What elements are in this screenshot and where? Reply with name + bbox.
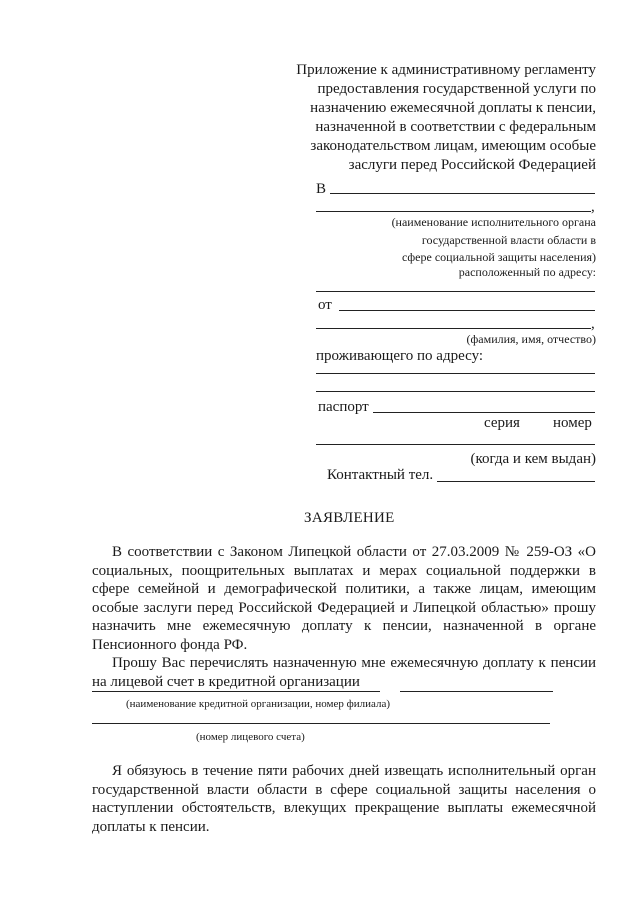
- paragraph-line: В соответствии с Законом Липецкой области от 27.03.2009 № 259-ОЗ «О: [112, 544, 596, 560]
- org-caption-line: сфере социальной защиты населения): [401, 250, 596, 264]
- org-line-comma: ,: [591, 199, 595, 215]
- header-line: предоставления государственной услуги по: [317, 81, 596, 97]
- paragraph-line: доплаты к пенсии.: [92, 818, 210, 835]
- paragraph-1: [92, 543, 596, 655]
- org-name-field-line-2[interactable]: [316, 211, 591, 212]
- residing-at-label: проживающего по адресу:: [316, 348, 484, 364]
- name-caption: (фамилия, имя, отчество): [466, 332, 596, 346]
- bank-branch-field-line[interactable]: [400, 691, 553, 692]
- located-at-label: расположенный по адресу:: [458, 265, 596, 279]
- org-caption-line: (наименование исполнительного органа: [391, 215, 596, 229]
- header-line: Приложение к административному регламенту: [296, 62, 596, 78]
- passport-field-line[interactable]: [373, 412, 595, 413]
- org-name-field-line-1[interactable]: [330, 193, 595, 194]
- paragraph-3: [92, 762, 596, 836]
- paragraph-line: на лицевой счет в кредитной организации: [92, 673, 360, 690]
- paragraph-line: наступлении обстоятельств, влекущих прекращение выплаты ежемесячной: [92, 800, 596, 817]
- paragraph-2: [92, 654, 596, 691]
- passport-issued-field-line[interactable]: [316, 444, 595, 445]
- paragraph-line: социальных, поощрительных выплатах и мерах социальной поддержки в: [92, 562, 596, 579]
- name-line-comma: ,: [591, 316, 595, 332]
- applicant-name-field-line-1[interactable]: [339, 310, 595, 311]
- account-number-field-line[interactable]: [92, 723, 550, 724]
- header-line: законодательством лицам, имеющим особые: [310, 138, 596, 154]
- applicant-name-field-line-2[interactable]: [316, 328, 591, 329]
- header-line: заслуги перед Российской Федерацией: [348, 157, 596, 173]
- header-line: назначению ежемесячной доплаты к пенсии,: [310, 100, 596, 116]
- paragraph-line: особые заслуги перед Российской Федерацией и Липецкой областью» прошу: [92, 599, 596, 616]
- header-block: [266, 61, 596, 175]
- passport-label: паспорт: [318, 399, 369, 415]
- org-caption-line: государственной власти области в: [421, 232, 596, 247]
- phone-label: Контактный тел.: [327, 467, 434, 483]
- header-line: назначенной в соответствии с федеральным: [315, 119, 596, 135]
- account-caption: (номер лицевого счета): [196, 731, 305, 743]
- paragraph-line: Я обязуюсь в течение пяти рабочих дней извещать исполнительный орган: [112, 763, 596, 779]
- residence-address-field-line-1[interactable]: [316, 373, 595, 374]
- document-title: ЗАЯВЛЕНИЕ: [304, 510, 395, 526]
- passport-series-label: серия: [484, 415, 520, 431]
- paragraph-line: государственной власти области в сфере социальной защиты населения о: [92, 781, 596, 798]
- org-address-field-line[interactable]: [316, 291, 595, 292]
- passport-number-label: номер: [553, 415, 592, 431]
- paragraph-line: Прошу Вас перечислять назначенную мне ежемесячную доплату к пенсии: [112, 655, 596, 671]
- phone-field-line[interactable]: [437, 481, 595, 482]
- paragraph-line: сфере семейной и демографической политики, а также лицам, имеющим: [92, 581, 596, 598]
- bank-name-field-line[interactable]: [92, 691, 380, 692]
- issued-caption: (когда и кем выдан): [470, 451, 596, 467]
- to-label: В: [316, 181, 327, 197]
- bank-caption: (наименование кредитной организации, номер филиала): [126, 698, 391, 710]
- residence-address-field-line-2[interactable]: [316, 391, 595, 392]
- paragraph-line: Пенсионного фонда РФ.: [92, 636, 248, 653]
- from-label: от: [318, 297, 332, 313]
- paragraph-line: назначить мне ежемесячную доплату к пенсии, назначенной в органе: [92, 618, 596, 635]
- org-caption: [296, 214, 596, 267]
